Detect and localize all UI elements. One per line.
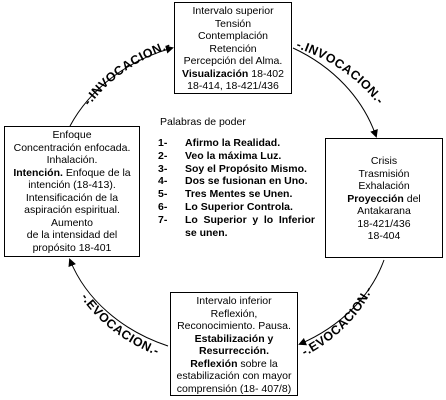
crisis-line: Antakarana bbox=[357, 205, 411, 217]
power-number: 2- bbox=[158, 149, 168, 162]
lower-line: comprensión (18- 407/8) bbox=[176, 382, 292, 395]
power-item bbox=[158, 175, 315, 188]
reflection-term: Reflexión bbox=[190, 357, 238, 370]
power-text: Tres Mentes se Unen. bbox=[185, 188, 293, 201]
focus-line: de la intensidad del bbox=[26, 229, 118, 241]
crisis-line: Crisis bbox=[370, 155, 398, 167]
upper-line: Retención bbox=[209, 42, 257, 55]
focus-box bbox=[4, 126, 140, 257]
power-item-continuation bbox=[158, 227, 315, 240]
crisis-line: Exhalación bbox=[358, 180, 410, 192]
focus-line: Enfoque bbox=[52, 129, 92, 141]
power-number: 6- bbox=[158, 200, 168, 213]
power-text: Soy el Propósito Mismo. bbox=[185, 162, 307, 175]
lower-line: estabilización con mayor bbox=[176, 370, 292, 382]
upper-visualization-line bbox=[178, 68, 288, 81]
focus-line: aspiración espiritual. bbox=[24, 204, 120, 216]
upper-line: Contemplación bbox=[197, 30, 269, 42]
lower-line: Intervalo inferior bbox=[196, 295, 272, 307]
focus-line: Intensificación de la bbox=[25, 191, 119, 204]
focus-line: Inhalación. bbox=[46, 154, 98, 166]
resurrection-term: Resurrección. bbox=[198, 345, 270, 357]
power-item bbox=[158, 188, 315, 201]
upper-reference-line: 18-414, 18-421/436 bbox=[187, 80, 279, 92]
invocacion-right-label: -.INVOCACION.- bbox=[294, 37, 388, 108]
reflection-text: sobre la bbox=[237, 357, 278, 370]
power-text: Lo Superior y lo Inferior bbox=[185, 213, 315, 226]
evocacion-left-label: -.EVOCACION.- bbox=[78, 290, 162, 359]
power-number: 3- bbox=[158, 162, 168, 175]
words-of-power-title: Palabras de poder bbox=[160, 116, 246, 128]
crisis-line: 18-404 bbox=[367, 230, 401, 242]
power-number: 7- bbox=[158, 213, 168, 226]
power-number: 5- bbox=[158, 188, 168, 201]
power-number: 1- bbox=[158, 137, 168, 149]
lower-line: Reconocimiento. Pausa. bbox=[177, 320, 291, 332]
crisis-line: 18-421/436 bbox=[357, 217, 411, 230]
power-item bbox=[158, 150, 315, 163]
lower-line: Reflexión, bbox=[210, 307, 258, 320]
power-text: se unen. bbox=[185, 226, 228, 239]
power-text: Lo Superior Controla. bbox=[185, 200, 293, 213]
power-text: Afirmo la Realidad. bbox=[185, 137, 281, 149]
intention-term: Intención. bbox=[13, 166, 63, 179]
focus-line: Aumento bbox=[50, 216, 94, 229]
upper-line: Tensión bbox=[214, 17, 252, 30]
power-number: 4- bbox=[158, 175, 168, 188]
upper-reference: 18-402 bbox=[248, 67, 284, 80]
reflection-line bbox=[174, 358, 294, 371]
upper-line: Percepción del Alma. bbox=[183, 55, 283, 67]
intention-text: Enfoque de la bbox=[62, 166, 131, 179]
power-item bbox=[158, 201, 315, 214]
focus-line: intención (18-413). bbox=[28, 179, 116, 191]
words-of-power bbox=[158, 116, 315, 239]
visualization-term: Visualización bbox=[182, 67, 249, 80]
power-text: Veo la máxima Luz. bbox=[185, 149, 282, 162]
projection-text: del bbox=[403, 192, 421, 205]
upper-line: Intervalo superior bbox=[192, 5, 274, 17]
crisis-line: Trasmisión bbox=[358, 167, 410, 180]
power-item bbox=[158, 137, 315, 150]
upper-interval-box bbox=[174, 2, 292, 94]
power-number bbox=[158, 227, 185, 240]
lower-interval-box bbox=[170, 292, 298, 396]
focus-line: Concentración enfocada. bbox=[13, 141, 131, 154]
projection-term: Proyección bbox=[347, 192, 404, 205]
power-item bbox=[158, 163, 315, 176]
stabilization-term: Estabilización y bbox=[194, 332, 274, 345]
invocacion-left-label: -.INVOCACION.- bbox=[80, 37, 173, 109]
crisis-box bbox=[325, 138, 443, 258]
power-item bbox=[158, 214, 315, 227]
arc-left-to-top bbox=[70, 48, 172, 126]
evocacion-right-label: -.EVOCACION.- bbox=[299, 283, 376, 359]
power-text: Dos se fusionan en Uno. bbox=[185, 175, 308, 188]
focus-line: propósito 18-401 bbox=[32, 241, 112, 254]
projection-line bbox=[329, 193, 439, 206]
intention-line bbox=[8, 167, 136, 180]
